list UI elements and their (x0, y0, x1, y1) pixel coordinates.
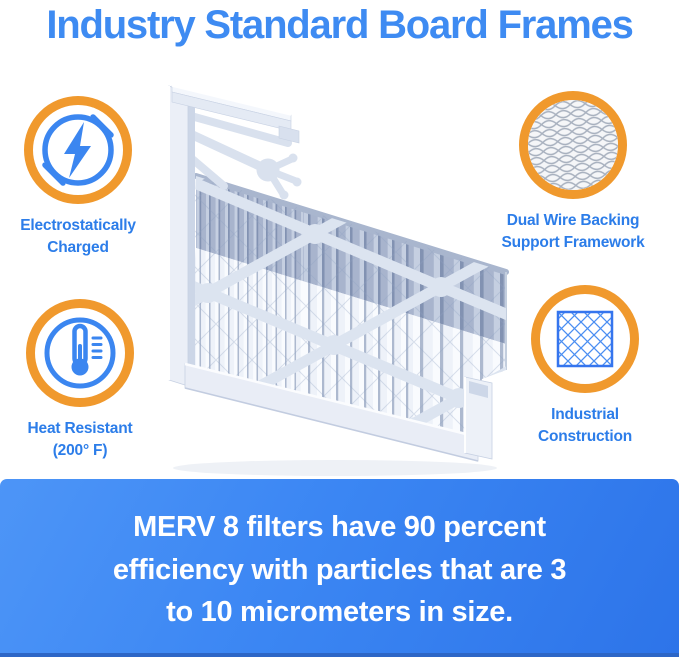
feature-label-line: Charged (47, 239, 109, 256)
feature-industrial (503, 285, 667, 448)
feature-label-line: Construction (537, 428, 633, 445)
banner-line: efficiency with particles that are 3 (112, 553, 567, 586)
air-filter-illustration (158, 70, 510, 478)
heat-badge (26, 299, 134, 407)
feature-electrostatic (0, 96, 156, 259)
feature-dual-wire (489, 91, 657, 254)
feature-label-heat (2, 418, 158, 462)
lattice-grid-icon (542, 296, 628, 382)
lightning-icon (35, 107, 121, 193)
feature-label-industrial (503, 404, 667, 448)
banner-line: to 10 micrometers in size. (166, 596, 513, 628)
page-title: Industry Standard Board Frames (46, 3, 633, 47)
feature-label-line: Support Framework (501, 234, 645, 251)
feature-label-electrostatic (0, 215, 156, 259)
feature-heat-resistant (2, 299, 158, 462)
thermometer-icon (37, 310, 123, 396)
electrostatic-badge (24, 96, 132, 204)
feature-label-line: (200° F) (52, 442, 108, 459)
wire-mesh-icon (528, 100, 618, 190)
banner-line: MERV 8 filters have 90 percent (133, 511, 546, 543)
feature-label-line: Dual Wire Backing (506, 212, 640, 229)
feature-label-line: Industrial (551, 406, 619, 423)
merv-info-banner (0, 479, 679, 657)
dual-wire-badge (519, 91, 627, 199)
feature-label-line: Heat Resistant (27, 420, 133, 437)
industrial-badge (531, 285, 639, 393)
feature-label-line: Electrostatically (20, 217, 136, 234)
feature-label-dual-wire (489, 210, 657, 254)
